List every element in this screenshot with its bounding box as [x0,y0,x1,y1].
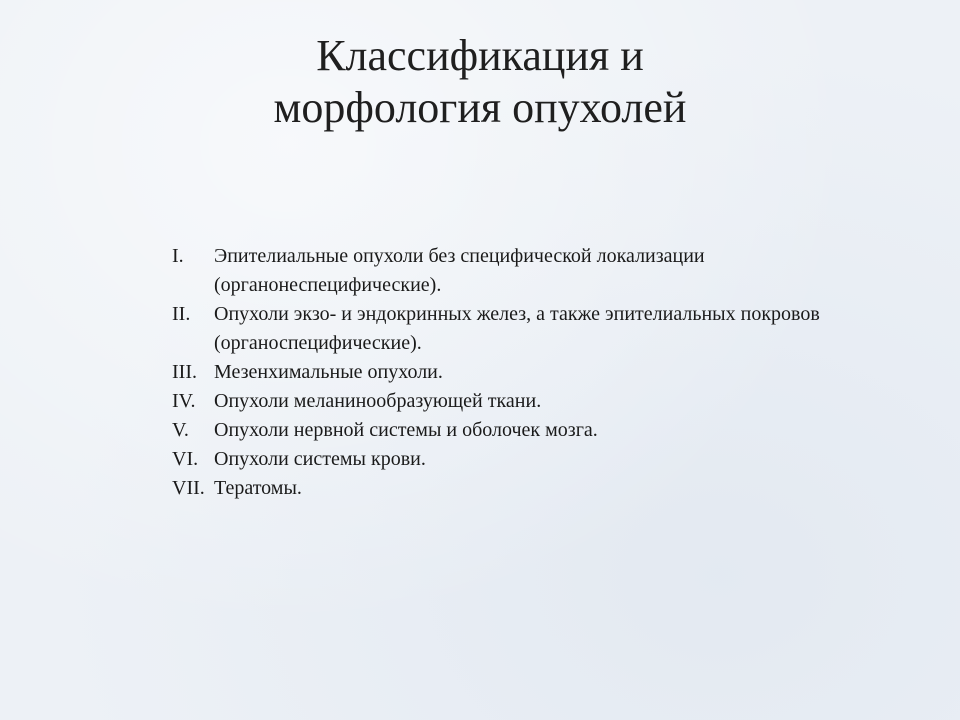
classification-list [172,242,822,503]
slide-title [0,30,960,134]
list-item-text: Опухоли нервной системы и оболочек мозга. [214,419,598,441]
list-item-number: VI. [172,448,199,470]
list-item [172,416,822,445]
list-item [172,474,822,503]
list-item-number: V. [172,419,189,441]
list-item-text: Опухоли экзо- и эндокринных желез, а также эпителиальных покровов (органоспецифические). [214,303,820,354]
list-item [172,445,822,474]
list-item-text: Эпителиальные опухоли без специфической локализации (органонеспецифические). [214,245,705,296]
list-item-number: II. [172,303,191,325]
list-item [172,387,822,416]
list-item [172,358,822,387]
list-item-number: I. [172,245,184,267]
title-line-1: Классификация и [316,31,644,80]
list-item-text: Мезенхимальные опухоли. [214,361,443,383]
list-item-number: VII. [172,477,205,499]
title-line-2: морфология опухолей [273,83,687,132]
list-item-number: III. [172,361,197,383]
list-item [172,300,822,358]
list-item-text: Опухоли системы крови. [214,448,426,470]
list-item-text: Тератомы. [214,477,302,499]
list-item [172,242,822,300]
list-item-number: IV. [172,390,196,412]
list-item-text: Опухоли меланинообразующей ткани. [214,390,542,412]
